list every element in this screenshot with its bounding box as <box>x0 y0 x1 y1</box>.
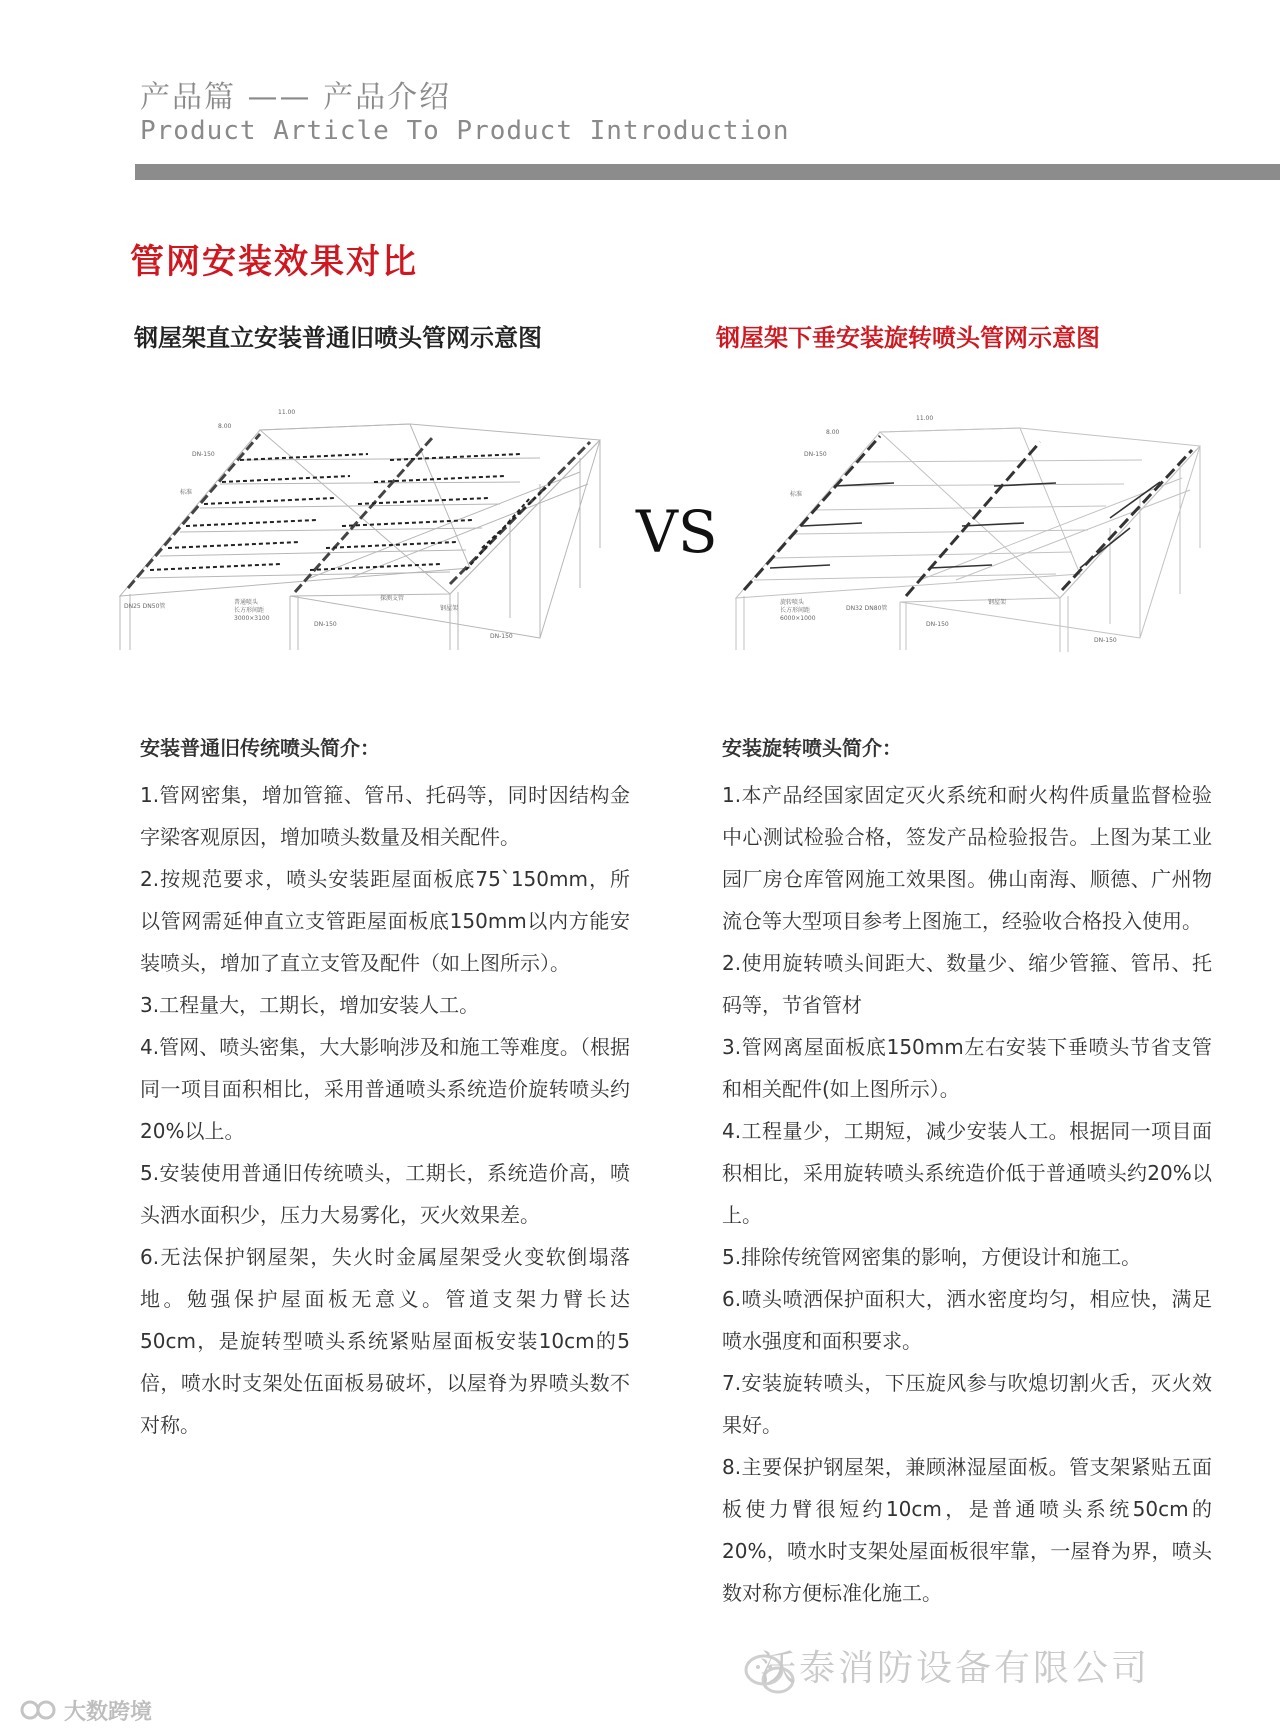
section-title: 管网安装效果对比 <box>130 242 418 282</box>
right-label-7: DN32 DN80管 <box>846 605 888 612</box>
left-label-0: 11.00 <box>278 409 296 416</box>
left-intro-item-5: 5.安装使用普通旧传统喷头，工期长，系统造价高，喷头洒水面积少，压力大易雾化，灭火效果差。 <box>140 1161 630 1227</box>
right-intro-item-6: 6.喷头喷洒保护面积大，洒水密度均匀，相应快，满足喷水强度和面积要求。 <box>722 1287 1212 1353</box>
left-label-5: 长方形间距 <box>234 607 265 614</box>
right-intro-item-4: 4.工程量少，工期短，减少安装人工。根据同一项目面积相比，采用旋转喷头系统造价低于普通喷头约20%以上。 <box>722 1119 1212 1227</box>
right-label-0: 11.00 <box>916 415 934 422</box>
left-label-7: DN25 DN50管 <box>124 603 166 610</box>
left-label-10: DN-150 <box>314 621 337 628</box>
left-label-6: 3000×3100 <box>234 615 270 622</box>
right-label-6: 6000×1000 <box>780 615 816 622</box>
right-intro-heading: 安装旋转喷头简介： <box>722 736 902 760</box>
right-label-9: DN-150 <box>926 621 949 628</box>
right-intro-item-1: 1.本产品经国家固定灭火系统和耐火构件质量监督检验中心测试检验合格，签发产品检验报告。上图为某工业园厂房仓库管网施工效果图。佛山南海、顺德、广州物流仓等大型项目参考上图施工，经验收合格投入使用。 <box>722 783 1212 933</box>
right-intro-item-2: 2.使用旋转喷头间距大、数量少、缩少管箍、管吊、托码等，节省管材 <box>722 951 1212 1017</box>
left-intro-item-6: 6.无法保护钢屋架，失火时金属屋架受火变软倒塌落地。勉强保护屋面板无意义。管道支架力臂长达50cm，是旋转型喷头系统紧贴屋面板安装10cm的5倍，喷水时支架处伍面板易破坏，以屋脊为界喷头数不对称。 <box>140 1245 630 1437</box>
left-label-3: 标准 <box>180 489 193 496</box>
left-intro-item-1: 1.管网密集，增加管箍、管吊、托码等，同时因结构金字梁客观原因，增加喷头数量及相关配件。 <box>140 783 630 849</box>
right-pipe-network-diagram <box>730 398 1210 658</box>
right-intro-item-5: 5.排除传统管网密集的影响，方便设计和施工。 <box>722 1245 1142 1269</box>
watermark-logo-icon <box>20 1696 60 1724</box>
left-label-11: DN-150 <box>490 633 513 640</box>
left-diagram-subtitle: 钢屋架直立安装普通旧喷头管网示意图 <box>134 324 542 352</box>
right-label-2: DN-150 <box>804 451 827 458</box>
right-intro-item-8: 8.主要保护钢屋架，兼顾淋湿屋面板。管支架紧贴五面板使力臂很短约10cm，是普通喷头系统50cm的20%，喷水时支架处屋面板很牢靠，一屋脊为界，喷头数对称方便标准化施工。 <box>722 1455 1212 1605</box>
right-label-3: 标准 <box>790 491 803 498</box>
left-intro-item-3: 3.工程量大，工期长，增加安装人工。 <box>140 993 480 1017</box>
right-label-1: 8.00 <box>826 429 840 436</box>
left-label-1: 8.00 <box>218 423 232 430</box>
left-label-2: DN-150 <box>192 451 215 458</box>
right-intro-item-3: 3.管网离屋面板底150mm左右安装下垂喷头节省支管和相关配件(如上图所示）。 <box>722 1035 1212 1101</box>
left-label-4: 普通喷头 <box>234 599 259 606</box>
left-intro-item-4: 4.管网、喷头密集，大大影响涉及和施工等难度。（根据同一项目面积相比，采用普通喷头系统造价旋转喷头约20%以上。 <box>140 1035 630 1143</box>
left-pipe-network-diagram <box>110 388 630 656</box>
right-diagram-subtitle: 钢屋架下垂安装旋转喷头管网示意图 <box>716 324 1100 352</box>
vs-label: VS <box>636 498 718 566</box>
right-label-8: 钢屋架 <box>988 599 1007 606</box>
left-intro-heading: 安装普通旧传统喷头简介： <box>140 736 380 760</box>
right-label-4: 旋转喷头 <box>780 599 805 606</box>
header-divider-bar <box>135 164 1280 180</box>
left-intro-column <box>140 732 630 1446</box>
right-intro-item-7: 7.安装旋转喷头，下压旋风参与吹熄切割火舌，灭火效果好。 <box>722 1371 1212 1437</box>
footer-brand-watermark: 沃泰消防设备有限公司 <box>760 1648 1151 1689</box>
bottom-watermark-text: 大数跨境 <box>64 1700 153 1725</box>
left-label-8: 探测支管 <box>380 595 405 602</box>
header-title-en: Product Article To Product Introduction <box>140 116 790 146</box>
right-label-5: 长方形间距 <box>780 607 811 614</box>
left-intro-item-2: 2.按规范要求，喷头安装距屋面板底75`150mm，所以管网需延伸直立支管距屋面板底150mm以内方能安装喷头，增加了直立支管及配件（如上图所示）。 <box>140 867 630 975</box>
right-label-10: DN-150 <box>1094 637 1117 644</box>
header-title-cn: 产品篇 —— 产品介绍 <box>140 80 452 115</box>
right-intro-column <box>722 732 1212 1614</box>
left-label-9: 钢屋架 <box>440 605 459 612</box>
